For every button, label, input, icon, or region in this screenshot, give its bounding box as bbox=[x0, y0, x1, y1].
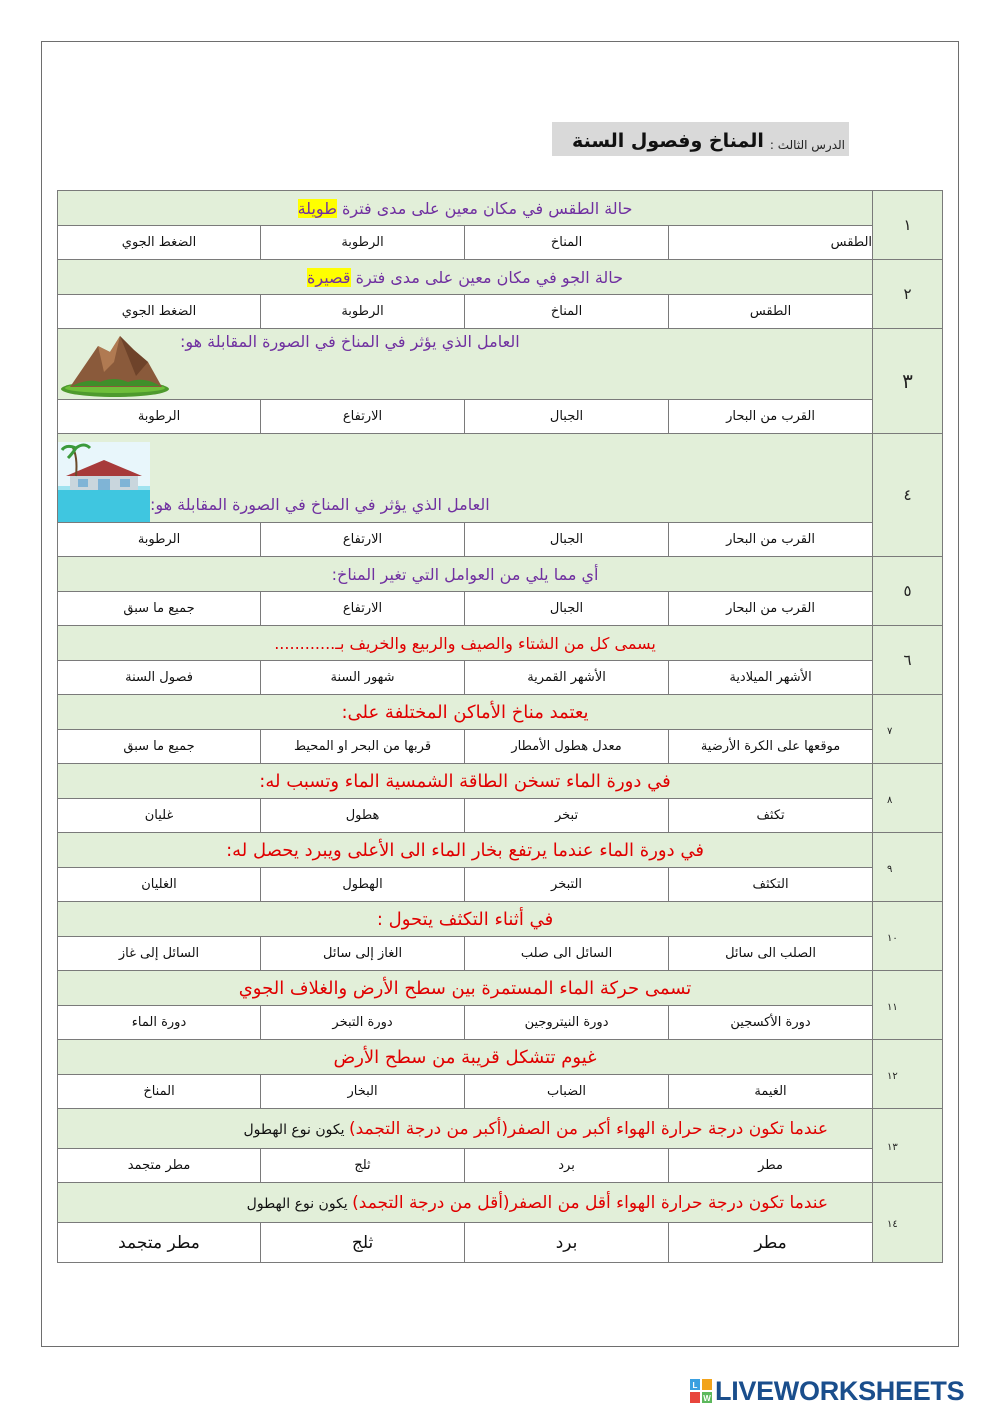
answer-option[interactable]: مطر متجمد bbox=[58, 1223, 261, 1263]
question-row bbox=[58, 971, 943, 1006]
question-row bbox=[58, 260, 943, 295]
lesson-prefix: الدرس الثالث : bbox=[769, 138, 845, 152]
answer-option[interactable]: الرطوبة bbox=[58, 400, 261, 434]
options-row bbox=[58, 295, 943, 329]
answer-option[interactable]: قربها من البحر او المحيط bbox=[261, 730, 465, 764]
beach-house-picture bbox=[58, 442, 150, 522]
answer-option[interactable]: المناخ bbox=[465, 295, 669, 329]
quiz-table bbox=[57, 190, 943, 1263]
liveworksheets-brand: LIVEWORKSHEETS bbox=[715, 1375, 965, 1406]
options-row bbox=[58, 1006, 943, 1040]
answer-option[interactable]: الجبال bbox=[465, 523, 669, 557]
liveworksheets-logo-icon bbox=[690, 1379, 712, 1403]
answer-option[interactable]: دورة الأكسجين bbox=[669, 1006, 873, 1040]
answer-option[interactable]: مطر bbox=[669, 1149, 873, 1183]
answer-option[interactable]: البخار bbox=[261, 1075, 465, 1109]
question-row bbox=[58, 557, 943, 592]
question-text bbox=[58, 1183, 873, 1223]
question-text bbox=[58, 1109, 873, 1149]
question-text-part: عندما تكون درجة حرارة الهواء أكبر من الصفر(أكبر من درجة التجمد) bbox=[348, 1118, 829, 1139]
highlighted-word: قصيرة bbox=[306, 267, 351, 287]
question-text: في أثناء التكثف يتحول : bbox=[58, 902, 873, 937]
answer-option[interactable]: فصول السنة bbox=[58, 661, 261, 695]
question-row bbox=[58, 1040, 943, 1075]
answer-option[interactable]: الأشهر القمرية bbox=[465, 661, 669, 695]
options-row bbox=[58, 868, 943, 902]
answer-option[interactable]: جميع ما سبق bbox=[58, 730, 261, 764]
answer-option[interactable]: القرب من البحار bbox=[669, 400, 873, 434]
question-text: تسمى حركة الماء المستمرة بين سطح الأرض والغلاف الجوي bbox=[58, 971, 873, 1006]
question-text-part: يكون نوع الهطول bbox=[246, 1195, 353, 1212]
answer-option[interactable]: الجبال bbox=[465, 592, 669, 626]
svg-text:W: W bbox=[703, 1394, 711, 1403]
question-row bbox=[58, 329, 943, 400]
options-row bbox=[58, 1075, 943, 1109]
answer-option[interactable]: جميع ما سبق bbox=[58, 592, 261, 626]
answer-option[interactable]: مطر bbox=[669, 1223, 873, 1263]
question-text: يعتمد مناخ الأماكن المختلفة على: bbox=[58, 695, 873, 730]
question-text bbox=[58, 329, 873, 400]
question-number: ١٠ bbox=[873, 902, 943, 971]
answer-option[interactable]: تكثف bbox=[669, 799, 873, 833]
answer-option[interactable]: الأشهر الميلادية bbox=[669, 661, 873, 695]
answer-option[interactable]: الضباب bbox=[465, 1075, 669, 1109]
answer-option[interactable]: المناخ bbox=[58, 1075, 261, 1109]
question-text bbox=[58, 434, 873, 523]
question-text: يسمى كل من الشتاء والصيف والربيع والخريف بـ............ bbox=[58, 626, 873, 661]
liveworksheets-logo bbox=[690, 1376, 964, 1406]
options-row bbox=[58, 592, 943, 626]
answer-option[interactable]: برد bbox=[465, 1223, 669, 1263]
options-row bbox=[58, 1223, 943, 1263]
options-row bbox=[58, 1149, 943, 1183]
mountain-island-picture bbox=[58, 332, 172, 398]
answer-option[interactable]: الطقس bbox=[669, 226, 873, 260]
options-row bbox=[58, 400, 943, 434]
question-text: غيوم تتشكل قريبة من سطح الأرض bbox=[58, 1040, 873, 1075]
question-row bbox=[58, 1183, 943, 1223]
answer-option[interactable]: ثلج bbox=[261, 1223, 465, 1263]
answer-option[interactable]: الرطوبة bbox=[261, 226, 465, 260]
answer-option[interactable]: الصلب الى سائل bbox=[669, 937, 873, 971]
question-text bbox=[58, 191, 873, 226]
answer-option[interactable]: القرب من البحار bbox=[669, 523, 873, 557]
answer-option[interactable]: الرطوبة bbox=[261, 295, 465, 329]
question-number: ١١ bbox=[873, 971, 943, 1040]
highlighted-word: طويلة bbox=[297, 198, 337, 218]
question-row bbox=[58, 695, 943, 730]
answer-option[interactable]: الضغط الجوي bbox=[58, 226, 261, 260]
question-text-part: يكون نوع الهطول bbox=[243, 1121, 349, 1138]
answer-option[interactable]: السائل إلى غاز bbox=[58, 937, 261, 971]
question-number: ١ bbox=[873, 191, 943, 260]
answer-option[interactable]: التكثف bbox=[669, 868, 873, 902]
answer-option[interactable]: الارتفاع bbox=[261, 592, 465, 626]
question-row bbox=[58, 902, 943, 937]
svg-text:L: L bbox=[692, 1381, 698, 1390]
question-number: ٥ bbox=[873, 557, 943, 626]
options-row bbox=[58, 661, 943, 695]
question-number: ٧ bbox=[873, 695, 943, 764]
question-number: ٦ bbox=[873, 626, 943, 695]
question-text: أي مما يلي من العوامل التي تغير المناخ: bbox=[58, 557, 873, 592]
answer-option[interactable]: الغيمة bbox=[669, 1075, 873, 1109]
answer-option[interactable]: السائل الى صلب bbox=[465, 937, 669, 971]
question-row bbox=[58, 626, 943, 661]
options-row bbox=[58, 523, 943, 557]
question-row bbox=[58, 1109, 943, 1149]
answer-option[interactable]: الارتفاع bbox=[261, 523, 465, 557]
answer-option[interactable]: الغليان bbox=[58, 868, 261, 902]
options-row bbox=[58, 799, 943, 833]
question-text-part: العامل الذي يؤثر في المناخ في الصورة المقابلة هو: bbox=[180, 332, 520, 351]
answer-option[interactable]: دورة التبخر bbox=[261, 1006, 465, 1040]
question-number: ١٤ bbox=[873, 1183, 943, 1263]
question-text-part: عندما تكون درجة حرارة الهواء أقل من الصفر(أقل من درجة التجمد) bbox=[352, 1192, 829, 1213]
lesson-title: المناخ وفصول السنة bbox=[572, 130, 764, 152]
answer-option[interactable]: غليان bbox=[58, 799, 261, 833]
options-row bbox=[58, 937, 943, 971]
answer-option[interactable]: تبخر bbox=[465, 799, 669, 833]
answer-option[interactable]: الضغط الجوي bbox=[58, 295, 261, 329]
answer-option[interactable]: الرطوبة bbox=[58, 523, 261, 557]
question-number: ١٣ bbox=[873, 1109, 943, 1183]
answer-option[interactable]: التبخر bbox=[465, 868, 669, 902]
question-row bbox=[58, 764, 943, 799]
answer-option[interactable]: الجبال bbox=[465, 400, 669, 434]
question-text-part: العامل الذي يؤثر في المناخ في الصورة المقابلة هو: bbox=[150, 495, 490, 514]
question-number: ٨ bbox=[873, 764, 943, 833]
answer-option[interactable]: الغاز إلى سائل bbox=[261, 937, 465, 971]
answer-option[interactable]: القرب من البحار bbox=[669, 592, 873, 626]
answer-option[interactable]: الطقس bbox=[669, 295, 873, 329]
question-text-part: حالة الطقس في مكان معين على مدى فترة bbox=[336, 198, 633, 218]
question-text: في دورة الماء عندما يرتفع بخار الماء الى الأعلى ويبرد يحصل له: bbox=[58, 833, 873, 868]
question-row bbox=[58, 191, 943, 226]
question-number: ٤ bbox=[873, 434, 943, 557]
question-text bbox=[58, 260, 873, 295]
answer-option[interactable]: شهور السنة bbox=[261, 661, 465, 695]
answer-option[interactable]: هطول bbox=[261, 799, 465, 833]
answer-option[interactable]: الارتفاع bbox=[261, 400, 465, 434]
question-text-part: حالة الجو في مكان معين على مدى فترة bbox=[350, 267, 624, 287]
question-row bbox=[58, 434, 943, 523]
answer-option[interactable]: مطر متجمد bbox=[58, 1149, 261, 1183]
answer-option[interactable]: برد bbox=[465, 1149, 669, 1183]
answer-option[interactable]: معدل هطول الأمطار bbox=[465, 730, 669, 764]
question-text: في دورة الماء تسخن الطاقة الشمسية الماء وتسبب له: bbox=[58, 764, 873, 799]
question-number: ٣ bbox=[873, 329, 943, 434]
answer-option[interactable]: دورة النيتروجين bbox=[465, 1006, 669, 1040]
options-row bbox=[58, 730, 943, 764]
question-row bbox=[58, 833, 943, 868]
lesson-title-box bbox=[552, 122, 849, 156]
answer-option[interactable]: ثلج bbox=[261, 1149, 465, 1183]
question-number: ٢ bbox=[873, 260, 943, 329]
options-row bbox=[58, 226, 943, 260]
question-number: ٩ bbox=[873, 833, 943, 902]
answer-option[interactable]: المناخ bbox=[465, 226, 669, 260]
answer-option[interactable]: دورة الماء bbox=[58, 1006, 261, 1040]
answer-option[interactable]: الهطول bbox=[261, 868, 465, 902]
answer-option[interactable]: موقعها على الكرة الأرضية bbox=[669, 730, 873, 764]
question-number: ١٢ bbox=[873, 1040, 943, 1109]
